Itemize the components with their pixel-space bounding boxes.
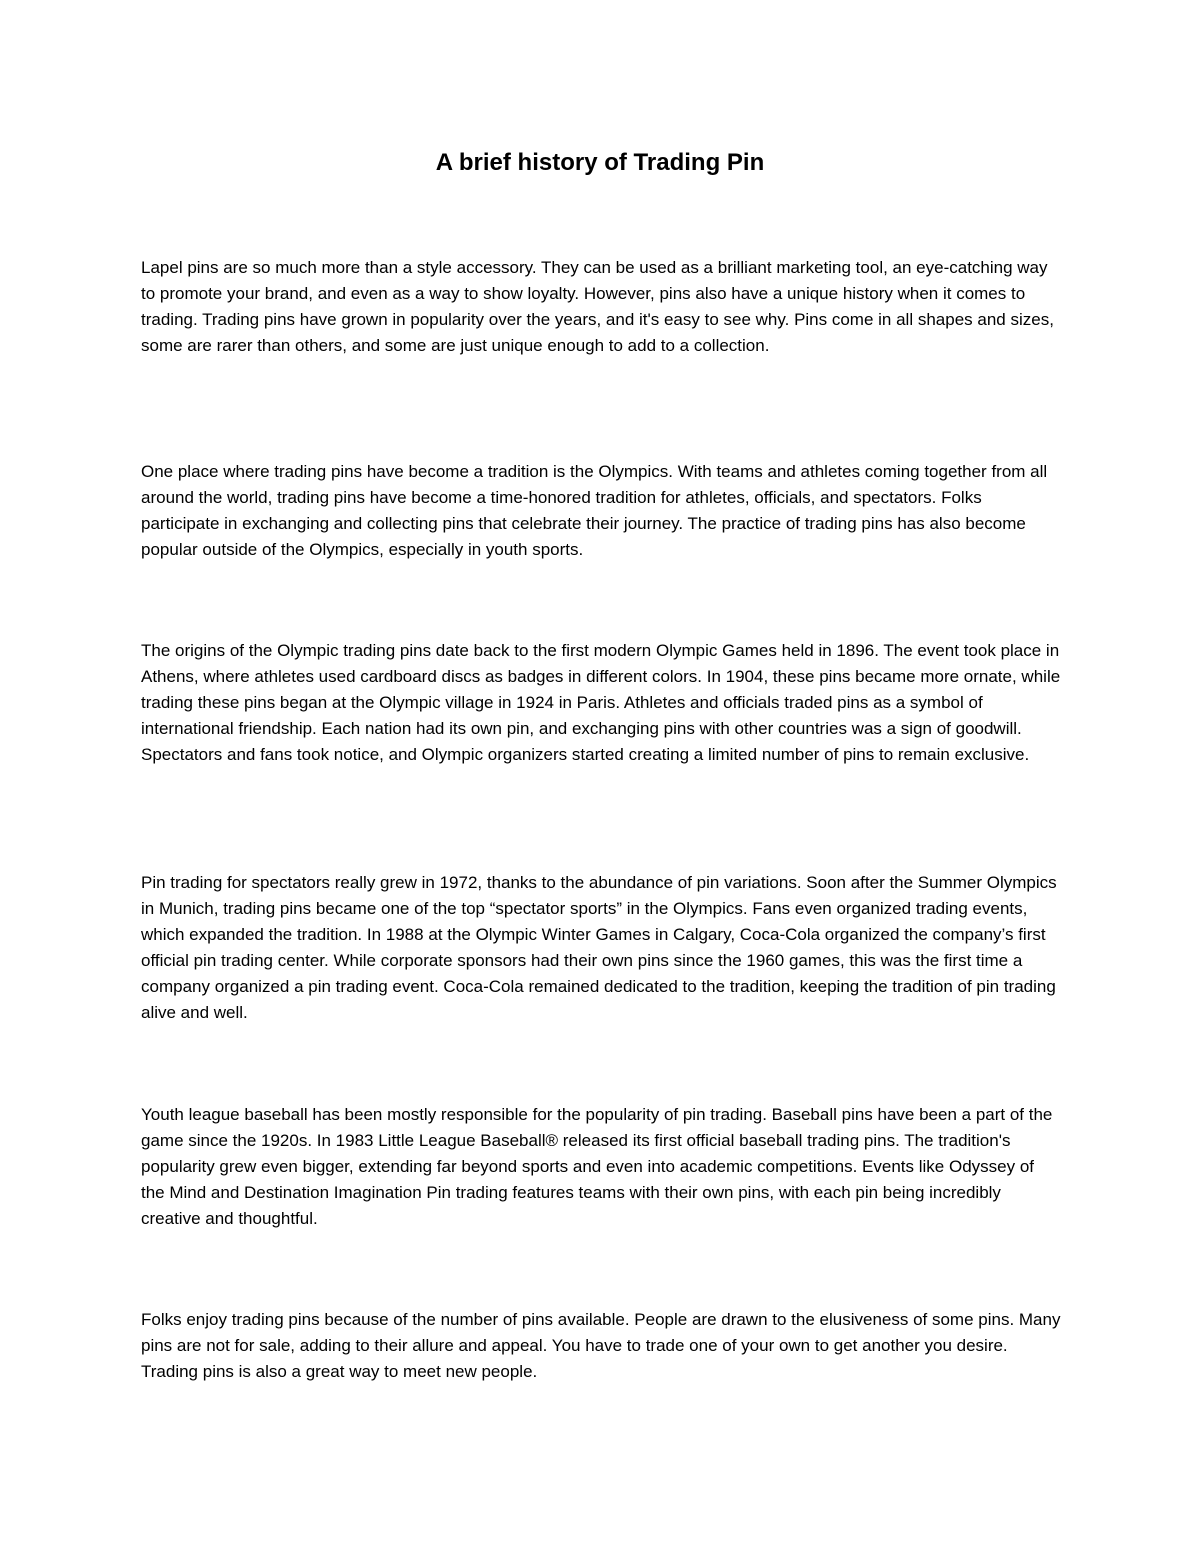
document-title: A brief history of Trading Pin <box>435 149 765 176</box>
paragraph-youth-baseball: Youth league baseball has been mostly responsible for the popularity of pin trading. Baseball pins have been a part of the game since the 1920s. In 1983 Little League Baseball® released its first official baseball trading pins. The tradition's popularity grew even bigger, extending far beyond sports and even into academic competitions. Events like Odyssey of the Mind and Destination Imagination Pin trading features teams with their own pins, with each pin being incredibly creative and thoughtful. <box>141 1105 1053 1228</box>
paragraph-spectator-trading: Pin trading for spectators really grew in 1972, thanks to the abundance of pin variations. Soon after the Summer Olympics in Munich, trading pins became one of the top “spectator sports” in the Olympics. Fans even organized trading events, which expanded the tradition. In 1988 at the Olympic Winter Games in Calgary, Coca-Cola organized the company’s first official pin trading center. While corporate sponsors had their own pins since the 1960 games, this was the first time a company organized a pin trading event. Coca-Cola remained dedicated to the tradition, keeping the tradition of pin trading alive and well. <box>141 873 1057 1022</box>
paragraph-olympics-tradition: One place where trading pins have become a tradition is the Olympics. With teams and athletes coming together from all around the world, trading pins have become a time-honored tradition for athletes, officials, and spectators. Folks participate in exchanging and collecting pins that celebrate their journey. The practice of trading pins has also become popular outside of the Olympics, especially in youth sports. <box>141 462 1048 559</box>
paragraph-lapel-pins: Lapel pins are so much more than a style accessory. They can be used as a brilliant marketing tool, an eye-catching way to promote your brand, and even as a way to show loyalty. However, pins also have a unique history when it comes to trading. Trading pins have grown in popularity over the years, and it's easy to see why. Pins come in all shapes and sizes, some are rarer than others, and some are just unique enough to add to a collection. <box>141 258 1054 355</box>
paragraph-origins: The origins of the Olympic trading pins date back to the first modern Olympic Games held in 1896. The event took place in Athens, where athletes used cardboard discs as badges in different colors. In 1904, these pins became more ornate, while trading these pins began at the Olympic village in 1924 in Paris. Athletes and officials traded pins as a symbol of international friendship. Each nation had its own pin, and exchanging pins with other countries was a sign of goodwill. Spectators and fans took notice, and Olympic organizers started creating a limited number of pins to remain exclusive. <box>141 641 1061 764</box>
paragraph-why-trade: Folks enjoy trading pins because of the number of pins available. People are drawn to the elusiveness of some pins. Many pins are not for sale, adding to their allure and appeal. You have to trade one of your own to get another you desire. Trading pins is also a great way to meet new people. <box>141 1310 1061 1381</box>
